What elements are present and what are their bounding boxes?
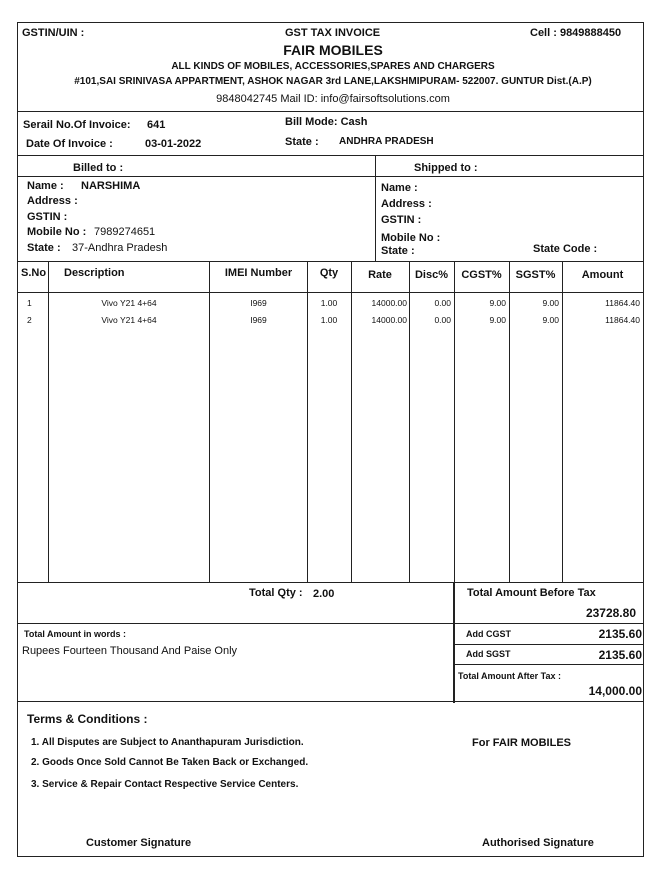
serial-label: Serail No.Of Invoice: [23, 119, 131, 131]
row-cgst: 9.00 [489, 298, 506, 308]
terms-title: Terms & Conditions : [27, 712, 148, 726]
company-contact: 9848042745 Mail ID: info@fairsoftsolutions.com [216, 93, 450, 105]
state-label: State : [285, 136, 319, 148]
company-tagline: ALL KINDS OF MOBILES, ACCESSORIES,SPARES AND CHARGERS [171, 61, 495, 72]
billed-mobile-label: Mobile No : [27, 226, 87, 238]
words-label: Total Amount in words : [24, 629, 126, 639]
row-sno: 1 [27, 298, 32, 308]
row-sgst: 9.00 [542, 315, 559, 325]
serial-value: 641 [147, 119, 166, 131]
company-name: FAIR MOBILES [283, 42, 383, 58]
after-tax-label: Total Amount After Tax : [458, 671, 561, 681]
billed-state-value: 37-Andhra Pradesh [72, 242, 168, 254]
row-disc: 0.00 [434, 298, 451, 308]
row-rate: 14000.00 [371, 298, 407, 308]
shipped-name-label: Name : [381, 182, 418, 194]
row-description: Vivo Y21 4+64 [101, 298, 157, 308]
state-value: ANDHRA PRADESH [339, 136, 434, 147]
billed-name-label: Name : [27, 180, 64, 192]
row-imei: I969 [250, 315, 267, 325]
gstin-label: GSTIN/UIN : [22, 27, 85, 39]
shipped-gstin-label: GSTIN : [381, 214, 422, 226]
authorised-signature: Authorised Signature [482, 837, 594, 849]
row-description: Vivo Y21 4+64 [101, 315, 157, 325]
terms-item: 1. All Disputes are Subject to Ananthapuram Jurisdiction. [31, 737, 304, 748]
cell-number: Cell : 9849888450 [530, 27, 622, 39]
col-imei: IMEI Number [224, 267, 293, 279]
for-company: For FAIR MOBILES [472, 737, 571, 749]
col-sgst: SGST% [515, 269, 556, 281]
billed-title: Billed to : [73, 162, 124, 174]
row-qty: 1.00 [320, 298, 338, 308]
after-tax-value: 14,000.00 [588, 684, 642, 698]
row-cgst: 9.00 [489, 315, 506, 325]
col-disc: Disc% [414, 269, 449, 281]
shipped-state-code-label: State Code : [533, 243, 598, 255]
col-sno: S.No [21, 267, 47, 279]
row-sgst: 9.00 [542, 298, 559, 308]
sgst-label: Add SGST [466, 649, 511, 659]
col-qty: Qty [319, 267, 339, 279]
words-value: Rupees Fourteen Thousand And Paise Only [22, 645, 238, 657]
sgst-value: 2135.60 [598, 648, 642, 662]
billed-state-label: State : [27, 242, 61, 254]
row-sno: 2 [27, 315, 32, 325]
company-address: #101,SAI SRINIVASA APPARTMENT, ASHOK NAGAR 3rd LANE,LAKSHMIPURAM- 522007. GUNTUR Dist.(A.P) [74, 76, 592, 87]
row-qty: 1.00 [320, 315, 338, 325]
billed-gstin-label: GSTIN : [27, 211, 68, 223]
shipped-address-label: Address : [381, 198, 432, 210]
total-qty-value: 2.00 [313, 588, 335, 600]
before-tax-value: 23728.80 [585, 606, 636, 620]
col-amount: Amount [581, 269, 624, 281]
customer-signature: Customer Signature [86, 837, 192, 849]
bill-mode: Bill Mode: Cash [285, 116, 368, 128]
row-amount: 11864.40 [605, 315, 640, 325]
total-qty-label: Total Qty : [249, 587, 303, 599]
billed-address-label: Address : [27, 195, 78, 207]
shipped-title: Shipped to : [414, 162, 478, 174]
billed-name-value: NARSHIMA [81, 180, 141, 192]
date-value: 03-01-2022 [145, 138, 202, 150]
before-tax-label: Total Amount Before Tax [467, 587, 596, 599]
date-label: Date Of Invoice : [26, 138, 113, 150]
col-description: Description [64, 267, 125, 279]
cgst-value: 2135.60 [598, 627, 642, 641]
terms-item: 2. Goods Once Sold Cannot Be Taken Back or Exchanged. [31, 757, 309, 768]
terms-item: 3. Service & Repair Contact Respective Service Centers. [31, 779, 299, 790]
cgst-label: Add CGST [466, 629, 511, 639]
billed-mobile-value: 7989274651 [94, 226, 156, 238]
col-rate: Rate [368, 269, 392, 281]
col-cgst: CGST% [461, 269, 502, 281]
row-imei: I969 [250, 298, 267, 308]
doc-title: GST TAX INVOICE [285, 27, 381, 39]
row-disc: 0.00 [434, 315, 451, 325]
row-rate: 14000.00 [371, 315, 407, 325]
shipped-mobile-label: Mobile No : [381, 232, 441, 244]
row-amount: 11864.40 [605, 298, 640, 308]
shipped-state-label: State : [381, 245, 415, 257]
